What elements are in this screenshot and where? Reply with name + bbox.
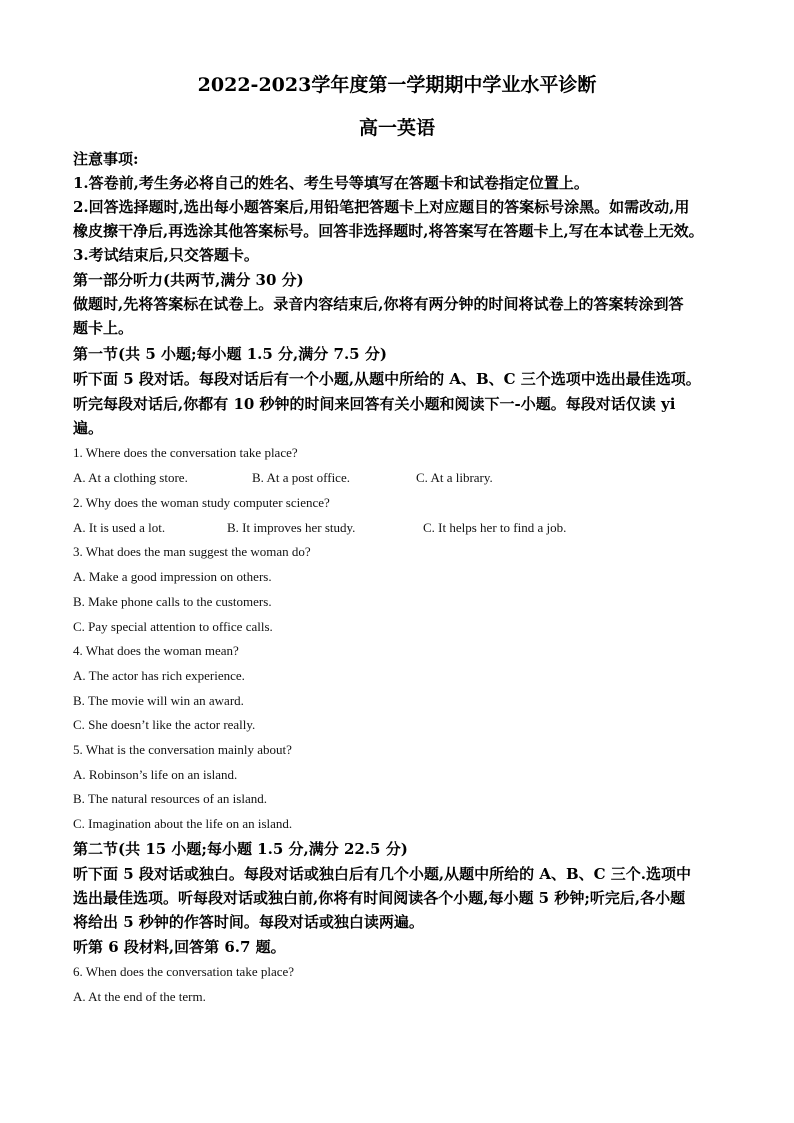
section1-instruction-line-3: 遍。 <box>73 419 104 437</box>
notice-item-1: 1.答卷前,考生务必将自己的姓名、考生号等填写在答题卡和试卷指定位置上。 <box>73 174 589 192</box>
question-2-option-a: A. It is used a lot. <box>73 520 166 535</box>
section2-heading: 第二节(共 15 小题;每小题 1.5 分,满分 22.5 分) <box>73 840 408 858</box>
question-2-option-c: C. It helps her to find a job. <box>423 520 567 535</box>
question-4-option-a: A. The actor has rich experience. <box>73 668 245 683</box>
question-2-option-b: B. It improves her study. <box>227 520 356 535</box>
question-5-stem: 5. What is the conversation mainly about? <box>73 742 292 757</box>
question-6-stem: 6. When does the conversation take place? <box>73 964 295 979</box>
question-5-option-c: C. Imagination about the life on an island. <box>73 816 293 831</box>
question-1-option-a: A. At a clothing store. <box>73 470 188 485</box>
question-4-option-b: B. The movie will win an award. <box>73 693 244 708</box>
section1-instruction-line-1: 听下面 5 段对话。每段对话后有一个小题,从题中所给的 A、B、C 三个选项中选出最佳选项。 <box>73 370 701 388</box>
question-3-option-b: B. Make phone calls to the customers. <box>73 594 272 609</box>
material-6-heading: 听第 6 段材料,回答第 6.7 题。 <box>73 938 286 956</box>
question-4-stem: 4. What does the woman mean? <box>73 643 239 658</box>
section2-instruction-line-3: 将给出 5 秒钟的作答时间。每段对话或独白读两遍。 <box>73 913 424 931</box>
question-1-stem: 1. Where does the conversation take place? <box>73 445 298 460</box>
question-3-stem: 3. What does the man suggest the woman do? <box>73 544 311 559</box>
section1-instruction-line-2: 听完每段对话后,你都有 10 秒钟的时间来回答有关小题和阅读下一-小题。每段对话仅读 yi <box>73 395 676 413</box>
part1-heading: 第一部分听力(共两节,满分 30 分) <box>73 271 304 289</box>
exam-title: 2022-2023学年度第一学期期中学业水平诊断 <box>197 74 597 96</box>
notice-heading: 注意事项: <box>73 150 139 168</box>
question-3-option-c: C. Pay special attention to office calls. <box>73 619 273 634</box>
section2-instruction-line-1: 听下面 5 段对话或独白。每段对话或独白后有几个小题,从题中所给的 A、B、C 三个.选项中 <box>73 865 692 883</box>
notice-item-2-line-1: 2.回答选择题时,选出每小题答案后,用铅笔把答题卡上对应题目的答案标号涂黑。如需改动,用 <box>73 198 690 216</box>
question-5-option-a: A. Robinson’s life on an island. <box>73 767 238 782</box>
section1-heading: 第一节(共 5 小题;每小题 1.5 分,满分 7.5 分) <box>73 345 387 363</box>
part1-instruction-line-1: 做题时,先将答案标在试卷上。录音内容结束后,你将有两分钟的时间将试卷上的答案转涂到答 <box>73 295 684 313</box>
notice-item-3: 3.考试结束后,只交答题卡。 <box>73 246 259 264</box>
question-5-option-b: B. The natural resources of an island. <box>73 791 267 806</box>
question-1-option-b: B. At a post office. <box>252 470 350 485</box>
question-3-option-a: A. Make a good impression on others. <box>73 569 272 584</box>
question-6-option-a: A. At the end of the term. <box>73 989 206 1004</box>
question-4-option-c: C. She doesn’t like the actor really. <box>73 717 256 732</box>
notice-item-2-line-2: 橡皮擦干净后,再选涂其他答案标号。回答非选择题时,将答案写在答题卡上,写在本试卷上无效。 <box>73 222 704 240</box>
section2-instruction-line-2: 选出最佳选项。听每段对话或独白前,你将有时间阅读各个小题,每小题 5 秒钟;听完后,各小题 <box>73 889 686 907</box>
part1-instruction-line-2: 题卡上。 <box>73 319 134 337</box>
exam-subject: 高一英语 <box>358 117 435 139</box>
question-2-stem: 2. Why does the woman study computer science? <box>73 495 330 510</box>
question-1-option-c: C. At a library. <box>416 470 493 485</box>
